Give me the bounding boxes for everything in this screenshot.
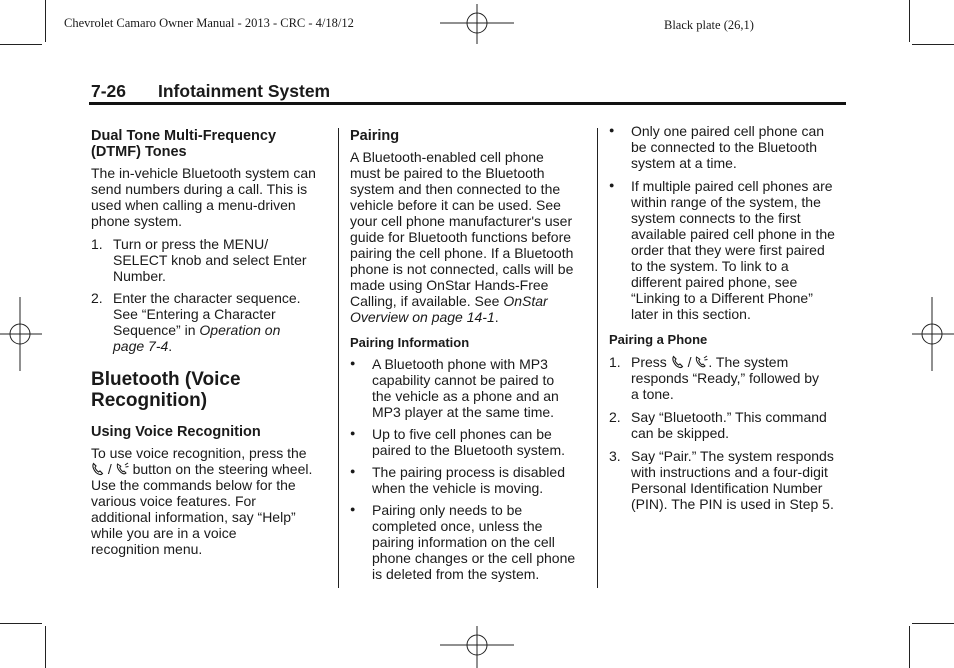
text-line: capability cannot be paired to	[372, 372, 555, 388]
step-text	[113, 236, 307, 284]
step-text	[631, 409, 827, 441]
vr-paragraph	[91, 445, 331, 557]
crop-mark	[912, 623, 954, 624]
section-title: Infotainment System	[158, 81, 331, 101]
text-line: Enter the character sequence.	[113, 290, 301, 306]
text-line: additional information, say “Help”	[91, 509, 296, 525]
registration-mark-icon	[440, 626, 514, 668]
text-line: made using OnStar Hands-Free	[350, 277, 549, 293]
dtmf-heading	[91, 128, 331, 160]
step-number: 1.	[609, 354, 621, 370]
cross-reference-link[interactable]: Operation on	[199, 322, 281, 338]
text-line: within range of the system, the	[631, 194, 821, 210]
pairing-heading: Pairing	[350, 128, 400, 144]
text-line: Only one paired cell phone can	[631, 123, 825, 139]
dtmf-heading-line: Dual Tone Multi-Frequency	[91, 128, 277, 144]
text-line: phone changes or the cell phone	[372, 550, 576, 566]
text-line: pairing information on the cell	[372, 534, 555, 550]
heading-line: Bluetooth (Voice	[91, 369, 241, 390]
text-line: with instructions and a four-digit	[631, 464, 828, 480]
list-item-text	[372, 464, 565, 496]
text-line: A Bluetooth-enabled cell phone	[350, 149, 544, 165]
text-line: paired to the Bluetooth system.	[372, 442, 565, 458]
list-item-text	[631, 178, 835, 322]
list-item	[609, 354, 849, 402]
text-line: To use voice recognition, press the	[91, 445, 307, 461]
phone-icon	[116, 462, 129, 476]
text-line: recognition menu.	[91, 541, 203, 557]
crop-mark	[45, 626, 46, 668]
step-text	[631, 448, 834, 512]
list-item	[609, 409, 849, 441]
step-number: 2.	[91, 290, 103, 306]
text-line: A Bluetooth phone with MP3	[372, 356, 548, 372]
list-item-text	[372, 356, 559, 420]
text-line: responds “Ready,” followed by	[631, 370, 820, 386]
pairing-info-list	[350, 356, 590, 582]
text-line: MP3 player at the same time.	[372, 404, 555, 420]
page-number: 7-26	[91, 81, 127, 101]
registration-mark-icon	[440, 4, 514, 44]
text-line: Press	[631, 354, 667, 370]
text-line: Pairing only needs to be	[372, 502, 523, 518]
header-rule	[89, 102, 846, 105]
text-line: to the system. To link to a	[631, 258, 789, 274]
text-line: order that they were first paired	[631, 242, 825, 258]
registration-mark-icon	[0, 297, 42, 371]
list-item	[350, 356, 590, 420]
list-item-text	[372, 426, 565, 458]
text-line: Number.	[113, 268, 166, 284]
text-line: send numbers during a call. This is	[91, 181, 308, 197]
crop-mark	[912, 44, 954, 45]
page-header	[91, 81, 330, 102]
text-line: SELECT knob and select Enter	[113, 252, 307, 268]
registration-mark-icon	[912, 297, 954, 371]
pairing-steps	[609, 354, 849, 512]
list-item	[350, 426, 590, 458]
text-line: when the vehicle is moving.	[372, 480, 544, 496]
text-line: Sequence” in	[113, 322, 200, 338]
text-line: pairing the cell phone. If a Bluetooth	[350, 245, 574, 261]
list-item	[350, 502, 590, 582]
text-line: your cell phone manufacturer's user	[350, 213, 573, 229]
text-line: Say “Bluetooth.” This command	[631, 409, 827, 425]
text-line: Up to five cell phones can be	[372, 426, 552, 442]
crop-mark	[45, 0, 46, 42]
push-to-talk-icon	[91, 462, 104, 476]
text-line: the vehicle as a phone and an	[372, 388, 559, 404]
plate-id: Black plate (26,1)	[664, 18, 754, 32]
column-divider	[338, 128, 339, 588]
text-line: system connects to the first	[631, 210, 801, 226]
step-text	[631, 354, 819, 402]
dtmf-steps	[91, 236, 331, 354]
step-number: 2.	[609, 409, 621, 425]
text-line: The in-vehicle Bluetooth system can	[91, 165, 316, 181]
text-line: system and then connected to the	[350, 181, 561, 197]
text-line: must be paired to the Bluetooth	[350, 165, 545, 181]
dtmf-intro	[91, 165, 331, 229]
bullet-icon: ●	[609, 180, 615, 190]
text-line: .	[494, 309, 499, 325]
text-line: If multiple paired cell phones are	[631, 178, 833, 194]
text-line: later in this section.	[631, 306, 751, 322]
text-line: vehicle before it can be used. See	[350, 197, 561, 213]
list-item	[609, 448, 849, 512]
bluetooth-heading	[91, 369, 331, 411]
list-item	[91, 236, 331, 284]
step-number: 3.	[609, 448, 621, 464]
using-vr-heading: Using Voice Recognition	[91, 424, 261, 440]
text-line: . The system	[708, 354, 789, 370]
list-item-text	[372, 502, 575, 582]
separator: /	[687, 354, 692, 370]
text-line: be connected to the Bluetooth	[631, 139, 818, 155]
text-line: Use the commands below for the	[91, 477, 296, 493]
pairing-paragraph	[350, 149, 590, 325]
text-line: can be skipped.	[631, 425, 730, 441]
list-item-text	[631, 123, 824, 171]
text-line: different paired phone, see	[631, 274, 798, 290]
push-to-talk-icon	[671, 355, 684, 369]
text-line: various voice features. For	[91, 493, 256, 509]
phone-icon	[695, 355, 708, 369]
bullet-icon: ●	[350, 466, 356, 476]
text-line: while you are in a voice	[91, 525, 237, 541]
separator: /	[107, 461, 112, 477]
cross-reference-link[interactable]: page 7-4	[113, 338, 169, 354]
text-line: button on the steering wheel.	[132, 461, 313, 477]
pairing-info-list-continued	[609, 123, 849, 322]
step-text	[113, 290, 301, 354]
crop-mark	[0, 623, 42, 624]
text-line: completed once, unless the	[372, 518, 543, 534]
list-item	[609, 123, 849, 171]
text-line: used when calling a menu-driven	[91, 197, 296, 213]
column-3	[609, 123, 849, 512]
list-item	[609, 178, 849, 322]
column-1	[91, 128, 331, 557]
dtmf-heading-line: (DTMF) Tones	[91, 144, 187, 160]
crop-mark	[0, 44, 42, 45]
text-line: See “Entering a Character	[113, 306, 276, 322]
text-line: Say “Pair.” The system responds	[631, 448, 834, 464]
column-divider	[597, 128, 598, 588]
text-line: guide for Bluetooth functions before	[350, 229, 572, 245]
bullet-icon: ●	[609, 125, 615, 135]
text-line: phone system.	[91, 213, 183, 229]
list-item	[91, 290, 331, 354]
text-line: .	[168, 338, 173, 354]
text-line: (PIN). The PIN is used in Step 5.	[631, 496, 834, 512]
step-number: 1.	[91, 236, 103, 252]
heading-line: Recognition)	[91, 390, 208, 411]
text-line: available paired cell phone in the	[631, 226, 835, 242]
text-line: system at a time.	[631, 155, 737, 171]
text-line: Turn or press the MENU/	[113, 236, 269, 252]
text-line: is deleted from the system.	[372, 566, 540, 582]
text-line: Personal Identification Number	[631, 480, 823, 496]
crop-mark	[909, 626, 910, 668]
text-line: a tone.	[631, 386, 674, 402]
bullet-icon: ●	[350, 428, 356, 438]
text-line: Calling, if available. See	[350, 293, 504, 309]
cross-reference-link[interactable]: Overview on page 14-1	[350, 309, 495, 325]
pairing-a-phone-heading: Pairing a Phone	[609, 332, 708, 347]
column-2	[350, 128, 590, 582]
text-line: phone is not connected, calls will be	[350, 261, 574, 277]
bullet-icon: ●	[350, 504, 356, 514]
text-line: “Linking to a Different Phone”	[631, 290, 813, 306]
bullet-icon: ●	[350, 358, 356, 368]
cross-reference-link[interactable]: OnStar	[503, 293, 548, 309]
text-line: The pairing process is disabled	[372, 464, 565, 480]
pairing-info-heading: Pairing Information	[350, 335, 470, 350]
list-item	[350, 464, 590, 496]
crop-mark	[909, 0, 910, 42]
plate-title: Chevrolet Camaro Owner Manual - 2013 - CRC - 4/18/12	[64, 16, 354, 30]
